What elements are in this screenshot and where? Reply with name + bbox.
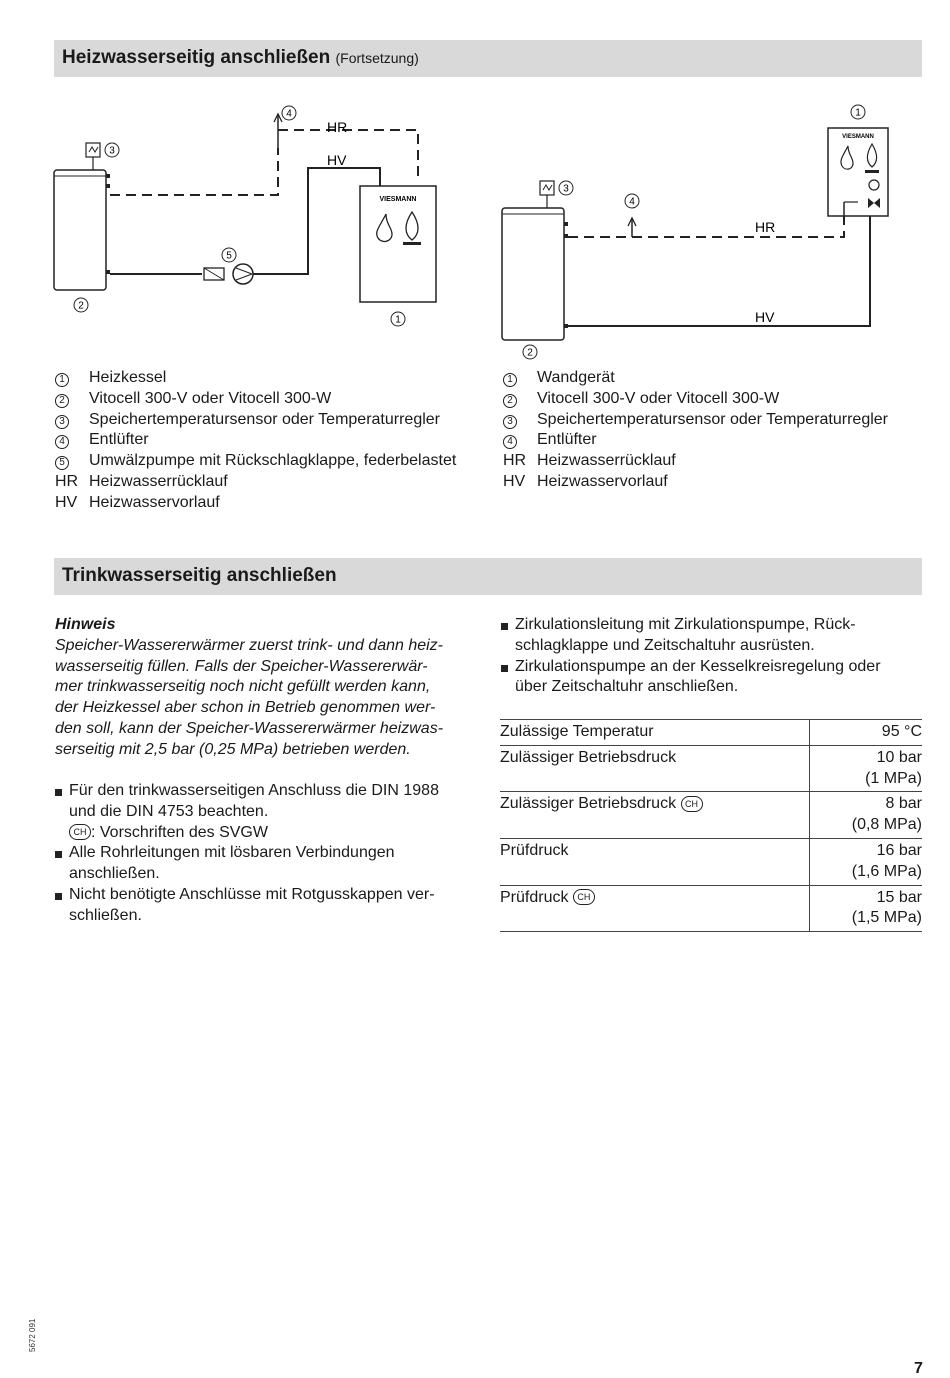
spec-value: 15 bar (1,5 MPa) [851,888,922,927]
spec-value: 10 bar (1 MPa) [865,748,922,787]
table-row [500,745,922,792]
diagram-label-hv: HV [755,309,775,325]
spec-value: 95 °C [881,723,922,740]
flow-line-hv [568,210,870,326]
ch-badge: CH [69,824,91,840]
note-block [55,615,475,761]
legend-key: 1 [55,368,89,389]
legend-item [55,368,456,389]
return-line-hr [568,210,844,237]
diagram-label-n3: 3 [109,145,115,157]
ch-badge: CH [573,889,595,905]
diagram-left [40,100,470,340]
legend-text: Heizwasservorlauf [537,472,668,490]
note-title: Hinweis [55,616,116,633]
doc-number: 5672 091 [28,1318,37,1352]
section-subtitle: (Fortsetzung) [335,50,419,66]
legend-text: Heizwasserrücklauf [89,472,228,490]
diagram-right [490,100,910,368]
legend-item [503,430,888,451]
diagram-label-n4: 4 [629,196,635,208]
diagram-label-n4: 4 [286,108,292,120]
diagram-label-n1: 1 [395,314,401,326]
spec-label: Zulässiger Betriebsdruck CH [500,792,810,839]
pump-icon [869,180,879,190]
legend-key: 5 [55,451,89,472]
legend-key: 3 [503,410,537,431]
legend-item [503,368,888,389]
table-row [500,720,922,746]
diagram-label-hv: HV [327,152,347,168]
legend-text: Vitocell 300-V oder Vitocell 300-W [89,389,332,407]
legend-key: 1 [503,368,537,389]
legend-left [55,368,456,514]
legend-item [503,472,888,493]
storage-tank [502,208,564,340]
section-header-heizwasser [54,40,922,77]
diagram-label-hr: HR [327,119,348,135]
legend-key: 2 [55,389,89,410]
spec-value: 8 bar (0,8 MPa) [851,795,922,834]
page-number: 7 [914,1360,923,1377]
diagram-label-n1: 1 [855,107,861,119]
legend-item [503,410,888,431]
spec-table [500,719,922,932]
bullet-list-left [55,781,475,927]
legend-text: Vitocell 300-V oder Vitocell 300-W [537,389,780,407]
legend-item [503,389,888,410]
bullet-list-right [501,615,921,698]
spec-label: Zulässiger Betriebsdruck [500,745,810,792]
spec-label: Prüfdruck [500,838,810,885]
diagram-label-n3: 3 [563,183,569,195]
brand-logo: VIESMANN [379,196,417,203]
legend-item [55,410,456,431]
storage-tank [54,170,106,290]
section-title: Trinkwasserseitig anschließen [62,565,337,586]
table-row [500,792,922,839]
legend-key: 4 [55,430,89,451]
table-row [500,838,922,885]
legend-text: Heizwasserrücklauf [537,452,676,470]
pump-icon [233,264,253,284]
legend-key: 2 [503,389,537,410]
legend-key: HR [503,452,527,470]
legend-item [55,472,456,493]
flow-line-hv [110,168,380,274]
diagram-label-n2: 2 [527,347,533,359]
sensor-icon [540,181,554,195]
diagram-label-hr: HR [755,219,776,235]
list-item: Nicht benötigte Anschlüsse mit Rotgusskappen ver- schließen. [55,885,475,927]
diagram-label-n5: 5 [226,250,232,262]
legend-text: Heizwasservorlauf [89,493,220,511]
legend-text: Umwälzpumpe mit Rückschlagklappe, federbelastet [89,452,457,470]
note-body: Speicher-Wassererwärmer zuerst trink- und dann heiz- wasserseitig füllen. Falls der Speicher-Wassererwär- mer trinkwasserseitig noch nicht gefüllt werden kann, der Heizkessel aber schon in Betrieb genommen wer- den soll, kann der Speicher-Wassererwärmer heizwas- serseitig mit 2,5 bar (0,25 MPa) betrieben werden. [55,636,444,758]
boiler [360,186,436,302]
legend-text: Speichertemperatursensor oder Temperaturregler [89,410,440,428]
spec-value: 16 bar (1,6 MPa) [851,841,922,880]
list-item: Zirkulationsleitung mit Zirkulationspumpe, Rück- schlagklappe und Zeitschaltuhr ausrüsten. [501,615,921,657]
legend-item [55,493,456,514]
legend-key: 4 [503,430,537,451]
legend-text: Entlüfter [537,431,597,449]
table-row [500,885,922,932]
legend-item [503,451,888,472]
list-item: Für den trinkwasserseitigen Anschluss die DIN 1988 und die DIN 4753 beachten. CH : Vorschriften des SVGW [55,781,475,843]
sensor-icon [86,143,100,157]
list-item: Zirkulationspumpe an der Kesselkreisregelung oder über Zeitschaltuhr anschließen. [501,657,921,699]
legend-text: Wandgerät [537,369,615,386]
spec-label: Zulässige Temperatur [500,720,810,746]
legend-key: HV [55,493,78,511]
ch-badge: CH [681,796,703,812]
section-header-trinkwasser [54,558,922,595]
legend-right [503,368,888,493]
diagram-label-n2: 2 [78,300,84,312]
brand-logo: VIESMANN [842,134,874,140]
section-title: Heizwasserseitig anschließen (Fortsetzung) [62,47,419,68]
legend-item [55,430,456,451]
spec-label: Prüfdruck CH [500,885,810,932]
legend-text: Speichertemperatursensor oder Temperaturregler [537,410,888,428]
legend-text: Heizkessel [89,369,167,386]
list-item: Alle Rohrleitungen mit lösbaren Verbindungen anschließen. [55,843,475,885]
legend-item [55,451,456,472]
legend-key: HV [503,472,526,490]
legend-text: Entlüfter [89,431,149,449]
legend-item [55,389,456,410]
legend-key: 3 [55,410,89,431]
legend-key: HR [55,472,79,490]
